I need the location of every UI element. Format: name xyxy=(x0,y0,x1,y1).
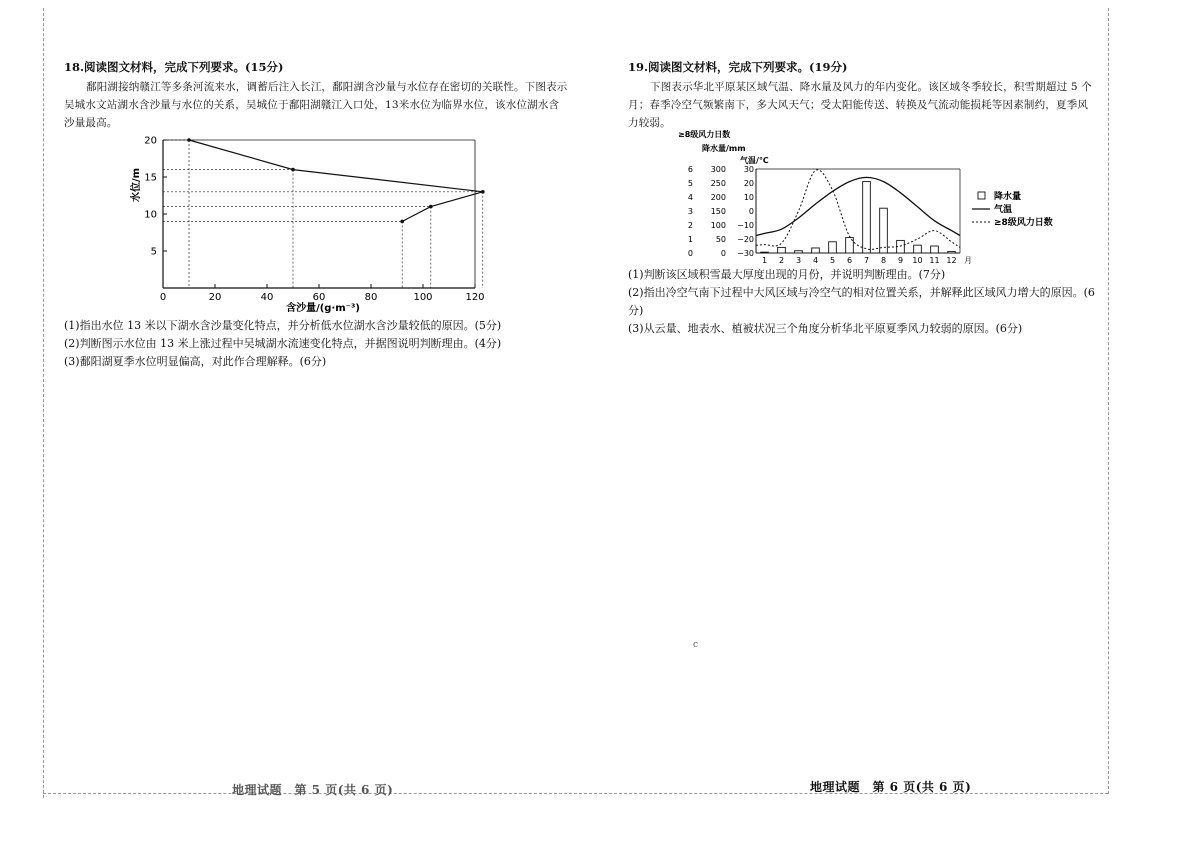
chart19-wind-tick: 3 xyxy=(687,207,693,216)
chart19-month-label: 10 xyxy=(912,256,923,265)
question-19-item-2: (2)指出冷空气南下过程中大风区域与冷空气的相对位置关系，并解释此区域风力增大的原因。(6分) xyxy=(628,286,1095,317)
chart19-precip-bar xyxy=(948,252,956,253)
chart19-precip-bar xyxy=(778,247,786,253)
chart19-month-label: 2 xyxy=(778,256,785,265)
chart18-y-tick-label: 5 xyxy=(150,246,157,258)
chart19-wind-line xyxy=(756,170,960,250)
chart19-precip-bar xyxy=(795,251,803,253)
question-18 xyxy=(64,58,569,132)
chart19-precip-bar xyxy=(880,208,888,253)
chart18-x-tick-label: 0 xyxy=(159,292,167,303)
chart18-x-tick-label: 20 xyxy=(208,292,222,303)
chart19-precip-bars xyxy=(761,182,956,253)
chart19-precip-bar xyxy=(914,245,922,253)
chart19-month-label: 3 xyxy=(795,256,802,265)
chart19-temp-tick: 0 xyxy=(748,207,754,216)
question-18-item-1: (1)指出水位 13 米以下湖水含沙量变化特点，并分析低水位湖水含沙量较低的原因。(5分) xyxy=(64,319,502,332)
chart18-x-ticks xyxy=(160,284,485,303)
chart19-month-label: 5 xyxy=(829,256,836,265)
chart18-data-point xyxy=(400,220,404,224)
chart19-wind-tick: 4 xyxy=(687,193,693,202)
chart19-month-label: 11 xyxy=(929,256,940,265)
chart18-x-tick-label: 120 xyxy=(465,292,485,303)
chart18-data-point xyxy=(187,138,191,142)
chart19-month-unit: 月 xyxy=(964,256,972,265)
chart18-x-tick-label: 60 xyxy=(312,292,326,303)
footer-page-5: 地理试题 第 5 页(共 6 页) xyxy=(232,783,394,797)
chart19-month-label: 6 xyxy=(846,256,853,265)
chart19-wind-axis-title: ≥8级风力日数 xyxy=(678,130,731,139)
chart19-temperature-curve xyxy=(756,177,960,235)
chart19-precip-tick: 250 xyxy=(710,179,726,188)
chart18-data-point xyxy=(481,190,485,194)
chart19-precip-tick: 300 xyxy=(710,165,726,174)
page-border-right xyxy=(1108,8,1109,794)
question-19-material: 下图表示华北平原某区域气温、降水量及风力的年内变化。该区域冬季较长，积雪期超过 5 个月；春季冷空气频繁南下，多大风天气；受太阳能传送、转换及气流动能损耗等因素制约，夏季风力较弱。 xyxy=(628,81,1092,129)
chart19-precip-bar xyxy=(761,252,769,253)
chart19-legend-temp-label: 气温 xyxy=(994,205,1013,215)
question-19-heading: 19.阅读图文材料，完成下列要求。(19分) xyxy=(628,60,848,74)
chart19-legend-precip-swatch xyxy=(978,192,985,199)
chart19-month-label: 4 xyxy=(812,256,819,265)
chart19-wind-tick: 0 xyxy=(687,249,693,258)
chart19-precip-tick: 100 xyxy=(710,221,726,230)
chart18-x-tick-label: 40 xyxy=(260,292,274,303)
chart18-x-tick-label: 100 xyxy=(413,292,433,303)
question-19 xyxy=(628,58,1098,132)
climate-chart xyxy=(676,127,1096,265)
chart19-precip-bar xyxy=(829,242,837,253)
stray-mark: c xyxy=(693,640,699,650)
chart18-x-axis-label: 含沙量/(g·m⁻³) xyxy=(286,303,360,314)
chart19-month-label: 8 xyxy=(880,256,887,265)
chart19-temp-axis-title: 气温/℃ xyxy=(740,156,769,165)
chart19-legend-wind-label: ≥8级风力日数 xyxy=(994,218,1053,228)
chart18-x-tick-label: 80 xyxy=(364,292,378,303)
chart19-legend xyxy=(972,190,1053,228)
chart18-y-tick-label: 20 xyxy=(144,135,157,147)
chart19-wind-tick: 2 xyxy=(687,221,693,230)
chart19-temperature-line xyxy=(756,177,960,235)
page-border-left xyxy=(43,8,44,798)
chart19-temp-tick: −20 xyxy=(737,235,754,244)
chart19-month-labels xyxy=(762,256,972,265)
chart19-wind-tick: 5 xyxy=(687,179,693,188)
chart18-data-point xyxy=(291,168,295,172)
chart19-precip-tick: 150 xyxy=(710,207,726,216)
chart19-month-label: 9 xyxy=(897,256,904,265)
chart19-wind-tick: 1 xyxy=(687,235,693,244)
chart18-axes xyxy=(163,140,475,288)
chart19-month-label: 7 xyxy=(863,256,870,265)
question-18-item-3: (3)鄱阳湖夏季水位明显偏高，对此作合理解释。(6分) xyxy=(64,355,327,368)
chart18-y-axis-label: 水位/m xyxy=(131,167,142,203)
chart19-legend-precip-label: 降水量 xyxy=(994,192,1022,202)
chart19-temp-tick: 20 xyxy=(743,179,754,188)
question-18-material: 鄱阳湖接纳赣江等多条河流来水，调蓄后注入长江，鄱阳湖含沙量与水位存在密切的关联性。下图表示吴城水文站湖水含沙量与水位的关系，吴城位于鄱阳湖赣江入口处，13米水位为临界水位，该水位湖水含沙量最高。 xyxy=(64,81,568,129)
chart19-precip-bar xyxy=(812,248,820,253)
footer-page-6: 地理试题 第 6 页(共 6 页) xyxy=(810,780,972,794)
question-19-item-1: (1)判断该区域积雪最大厚度出现的月份，并说明判断理由。(7分) xyxy=(628,268,946,281)
sediment-waterlevel-chart xyxy=(125,130,505,325)
chart19-temp-tick: −10 xyxy=(737,221,754,230)
chart18-y-tick-label: 15 xyxy=(144,172,157,184)
chart18-series-line xyxy=(189,140,483,221)
chart19-precip-bar xyxy=(863,182,871,253)
chart18-data-point xyxy=(429,205,433,209)
chart19-temp-tick: 30 xyxy=(743,165,754,174)
chart19-wind-tick: 6 xyxy=(687,165,693,174)
question-18-items xyxy=(64,317,569,371)
chart19-month-label: 1 xyxy=(761,256,768,265)
chart19-temp-tick: 10 xyxy=(743,193,754,202)
chart18-line xyxy=(187,138,484,223)
chart19-precip-tick: 0 xyxy=(720,249,726,258)
chart19-precip-bar xyxy=(931,246,939,253)
chart19-precip-axis-title: 降水量/mm xyxy=(702,144,746,153)
chart19-axes xyxy=(756,169,960,253)
question-18-item-2: (2)判断图示水位由 13 米上涨过程中吴城湖水流速变化特点，并据图说明判断理由。(4分) xyxy=(64,337,502,350)
chart19-temp-tick: −30 xyxy=(737,249,754,258)
chart19-tick-labels xyxy=(688,165,754,258)
question-18-heading: 18.阅读图文材料，完成下列要求。(15分) xyxy=(64,60,284,74)
chart19-wind-curve xyxy=(756,170,960,250)
chart19-precip-tick: 50 xyxy=(715,235,726,244)
chart19-month-label: 12 xyxy=(946,256,957,265)
question-19-item-3: (3)从云量、地表水、植被状况三个角度分析华北平原夏季风力较弱的原因。(6分) xyxy=(628,322,1023,335)
chart18-guides xyxy=(163,140,483,288)
chart18-y-tick-label: 10 xyxy=(144,209,157,221)
question-19-items xyxy=(628,266,1098,338)
chart19-precip-tick: 200 xyxy=(710,193,726,202)
